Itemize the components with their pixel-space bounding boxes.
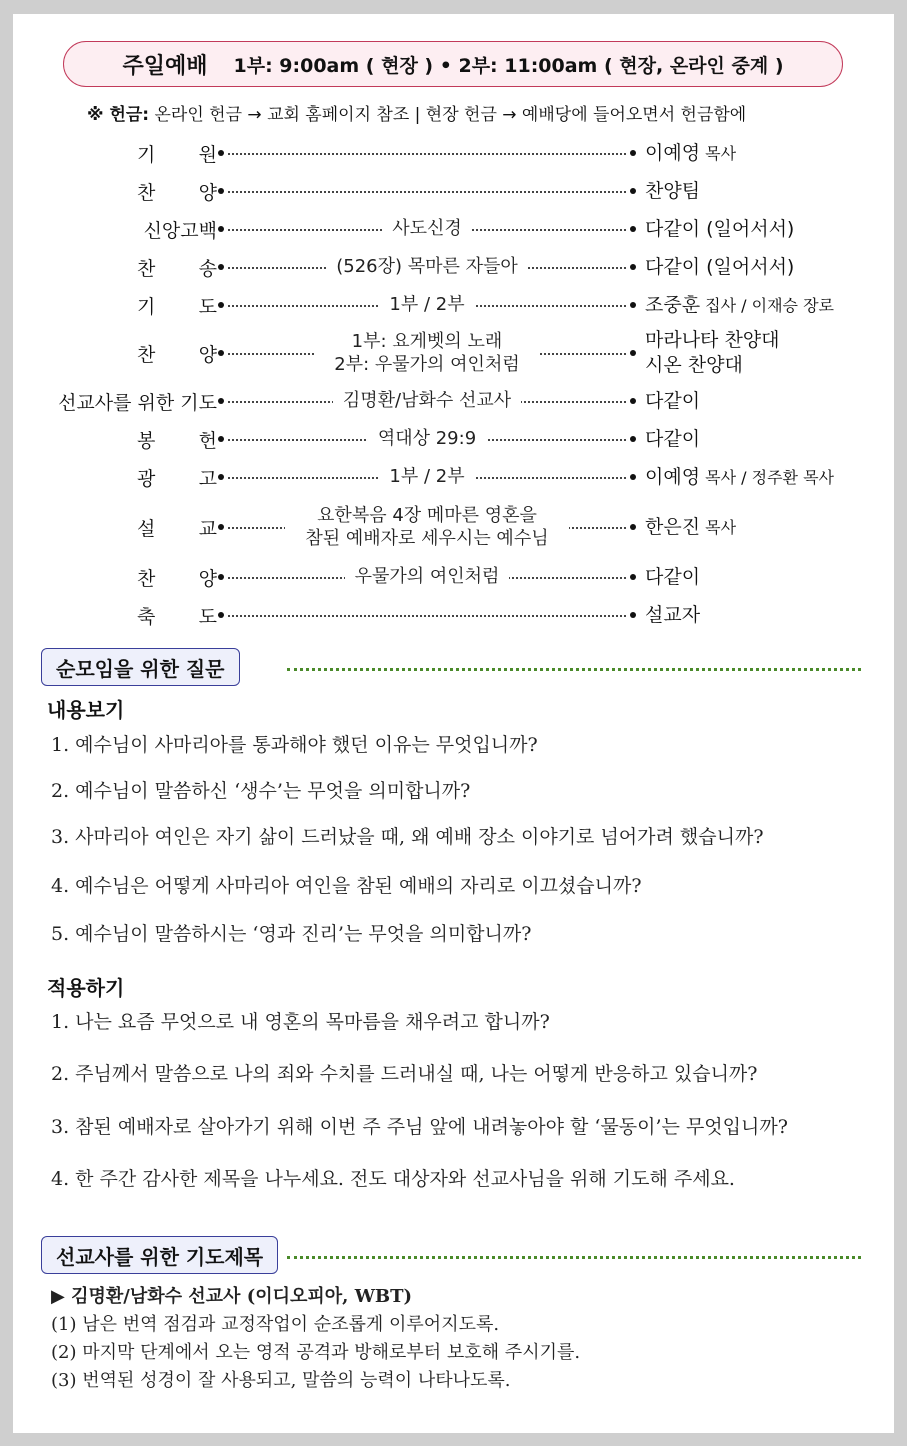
order-label (137, 500, 217, 554)
order-leader-name: 한은진 목사 (645, 515, 737, 538)
order-label-char: 찬 (137, 181, 156, 204)
order-label: 신앙고백 (143, 219, 217, 242)
order-label-char: 헌 (198, 429, 217, 452)
dotted-leader (228, 615, 626, 617)
bullet-dot (218, 436, 224, 442)
question-item: 4. 한 주간 감사한 제목을 나누세요. 전도 대상자와 선교사님을 위해 기도해 주세요. (51, 1168, 735, 1190)
order-leader-name: 마라나타 찬양대 시온 찬양대 (645, 329, 780, 376)
bullet-dot (218, 188, 224, 194)
order-row (33, 210, 863, 248)
order-label-char: 교 (198, 517, 217, 540)
order-row (33, 172, 863, 210)
order-content: 1부 / 2부 (228, 286, 626, 324)
order-row (33, 458, 863, 496)
offering-label: ※ 헌금: (87, 105, 150, 125)
missionary-name: ▶ 김명환/남화수 선교사 (이디오피아, WBT) (51, 1286, 413, 1307)
order-label: 선교사를 위한 기도 (58, 391, 217, 414)
order-content: 사도신경 (228, 210, 626, 248)
dotted-leader (228, 191, 626, 193)
order-row (33, 134, 863, 172)
service-header (63, 41, 843, 87)
order-row (33, 382, 863, 420)
order-content: 1부: 요게벳의 노래 2부: 우물가의 여인처럼 (228, 326, 626, 380)
order-content: 김명환/남화수 선교사 (228, 382, 626, 420)
order-label-char: 도 (198, 295, 217, 318)
order-leader-name: 다같이 (645, 389, 701, 412)
bullet-dot (630, 474, 636, 480)
order-row (33, 326, 863, 380)
bullet-dot (218, 150, 224, 156)
offering-note (87, 100, 746, 125)
order-leader-name: 다같이 (일어서서) (645, 217, 795, 240)
question-item: 5. 예수님이 말씀하시는 ‘영과 진리’는 무엇을 의미합니까? (51, 923, 532, 945)
order-label-char: 양 (198, 343, 217, 366)
review-subhead: 내용보기 (47, 698, 125, 722)
order-label-char: 기 (137, 295, 156, 318)
question-item: 2. 예수님이 말씀하신 ‘생수’는 무엇을 의미합니까? (51, 780, 471, 802)
service-times: 1부: 9:00am ( 현장 ) • 2부: 11:00am ( 현장, 온라인 중계 ) (233, 54, 784, 77)
prayer-item: (3) 번역된 성경이 잘 사용되고, 말씀의 능력이 나타나도록. (51, 1370, 511, 1391)
order-label (137, 458, 217, 496)
order-label-char: 설 (137, 517, 156, 540)
order-label-char: 찬 (137, 343, 156, 366)
question-item: 2. 주님께서 말씀으로 나의 죄와 수치를 드러내실 때, 나는 어떻게 반응하고 있습니까? (51, 1063, 758, 1085)
bullet-dot (630, 302, 636, 308)
order-label (137, 596, 217, 634)
bullet-dot (218, 574, 224, 580)
dotted-leader (228, 153, 626, 155)
order-label-char: 양 (198, 181, 217, 204)
order-label-char: 축 (137, 605, 156, 628)
bullet-dot (218, 302, 224, 308)
bullet-dot (630, 264, 636, 270)
order-label (137, 134, 217, 172)
bullet-dot (630, 226, 636, 232)
order-label-char: 원 (198, 143, 217, 166)
order-row (33, 558, 863, 596)
bullet-dot (218, 474, 224, 480)
order-label (137, 420, 217, 458)
order-row (33, 596, 863, 634)
question-item: 1. 나는 요즘 무엇으로 내 영혼의 목마름을 채우려고 합니까? (51, 1011, 550, 1033)
order-label (137, 558, 217, 596)
order-leader-name: 다같이 (645, 427, 701, 450)
question-item: 4. 예수님은 어떻게 사마리아 여인을 참된 예배의 자리로 이끄셨습니까? (51, 875, 642, 897)
order-label-char: 광 (137, 467, 156, 490)
order-content: (526장) 목마른 자들아 (228, 248, 626, 286)
questions-section-header (41, 648, 861, 686)
question-item: 3. 사마리아 여인은 자기 삶이 드러났을 때, 왜 예배 장소 이야기로 넘어가려 했습니까? (51, 826, 764, 848)
bullet-dot (218, 350, 224, 356)
order-label (137, 286, 217, 324)
prayer-item: (2) 마지막 단계에서 오는 영적 공격과 방해로부터 보호해 주시기를. (51, 1342, 581, 1363)
order-label-char: 봉 (137, 429, 156, 452)
bullet-dot (630, 612, 636, 618)
bullet-dot (218, 524, 224, 530)
order-leader-name: 이예영 목사 (645, 141, 737, 164)
order-content: 역대상 29:9 (228, 420, 626, 458)
order-row (33, 248, 863, 286)
order-content: 1부 / 2부 (228, 458, 626, 496)
question-item: 1. 예수님이 사마리아를 통과해야 했던 이유는 무엇입니까? (51, 734, 538, 756)
bullet-dot (630, 574, 636, 580)
dotted-divider (287, 668, 861, 671)
bullet-dot (630, 188, 636, 194)
order-label (137, 248, 217, 286)
service-title: 주일예배 (122, 53, 208, 79)
order-leader-name: 다같이 (일어서서) (645, 255, 795, 278)
bullet-dot (218, 612, 224, 618)
order-row (33, 500, 863, 554)
order-row (33, 420, 863, 458)
order-content: 요한복음 4장 메마른 영혼을 참된 예배자로 세우시는 예수님 (228, 500, 626, 554)
offering-text: 온라인 헌금 → 교회 홈페이지 참조 | 현장 헌금 → 예배당에 들어오면서 헌금함에 (149, 105, 747, 125)
bullet-dot (630, 150, 636, 156)
order-leader-name: 설교자 (645, 603, 701, 626)
bullet-dot (630, 524, 636, 530)
bullet-dot (218, 398, 224, 404)
bullet-dot (630, 398, 636, 404)
order-label (137, 172, 217, 210)
bullet-dot (630, 350, 636, 356)
order-label (137, 326, 217, 380)
order-content: 우물가의 여인처럼 (228, 558, 626, 596)
dotted-divider (287, 1256, 861, 1259)
bullet-dot (218, 264, 224, 270)
prayer-item: (1) 남은 번역 점검과 교정작업이 순조롭게 이루어지도록. (51, 1314, 500, 1335)
bullet-dot (218, 226, 224, 232)
order-label-char: 기 (137, 143, 156, 166)
order-label-char: 도 (198, 605, 217, 628)
order-leader-name: 다같이 (645, 565, 701, 588)
order-leader-name: 조중훈 집사 / 이재승 장로 (645, 293, 834, 316)
order-row (33, 286, 863, 324)
order-label-char: 양 (198, 567, 217, 590)
order-leader-name: 이예영 목사 / 정주환 목사 (645, 465, 834, 488)
order-label-char: 고 (198, 467, 217, 490)
order-label-char: 찬 (137, 567, 156, 590)
questions-title: 순모임을 위한 질문 (41, 648, 240, 686)
question-item: 3. 참된 예배자로 살아가기 위해 이번 주 주님 앞에 내려놓아야 할 ‘물동이’는 무엇입니까? (51, 1116, 788, 1138)
order-label-char: 송 (198, 257, 217, 280)
missionary-title: 선교사를 위한 기도제목 (41, 1236, 278, 1274)
order-label-char: 찬 (137, 257, 156, 280)
bulletin-page (13, 14, 894, 1433)
bullet-dot (630, 436, 636, 442)
order-leader-name: 찬양팀 (645, 179, 701, 202)
missionary-section-header (41, 1236, 861, 1274)
apply-subhead: 적용하기 (47, 976, 125, 1000)
